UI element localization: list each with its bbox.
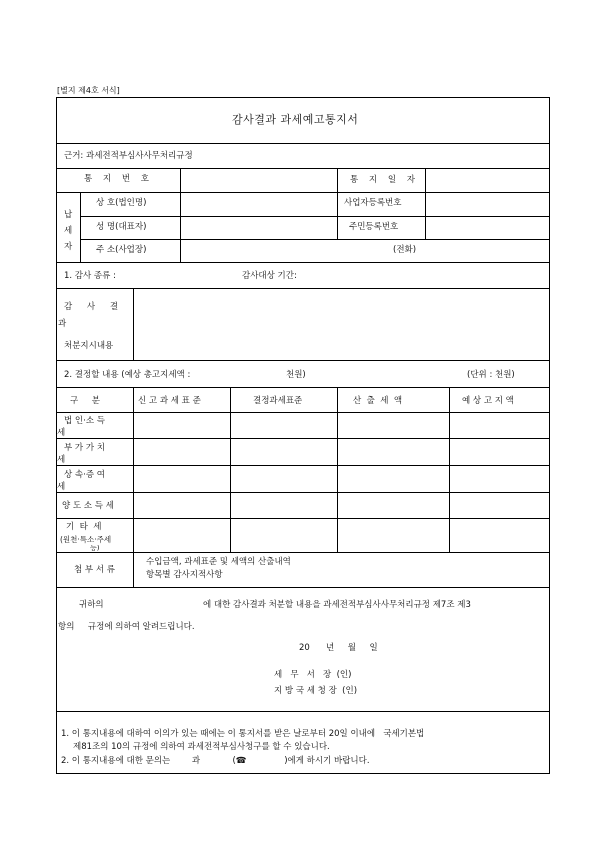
header-expected-notice: 예 상 고 지 액 (462, 396, 514, 406)
address-label: 주 소(사업장) (96, 245, 147, 255)
row-other-tax-detail-cont: 등) (90, 545, 100, 552)
audit-type-label: 1. 감사 종류 : (64, 271, 116, 281)
header-computed-tax: 산 출 세 액 (353, 396, 403, 406)
date-line: 20 년 월 일 (299, 643, 378, 653)
rule-row-2 (56, 465, 550, 466)
vrule-table-4 (449, 387, 450, 552)
footnote-2: 2. 이 통지내용에 대한 문의는 과 (☎ )에게 하시기 바랍니다. (61, 756, 370, 766)
notice-text-line-2: 항의 규정에 의하여 알려드립니다. (58, 622, 195, 632)
notice-text-line-1: 에 대한 감사결과 처분할 내용을 과세전적부심사사무처리규정 제7조 제3 (203, 600, 471, 610)
rule-decision (56, 387, 550, 388)
signer-tax-office: 세 무 서 장 (인) (274, 670, 352, 680)
form-number-label: [별지 제4호 서식] (57, 86, 120, 95)
row-inheritance-gift-tax-cont: 세 (57, 482, 66, 492)
decision-label: 2. 결정할 내용 (예상 총고지세액 : (64, 370, 191, 380)
vrule-audit-result (133, 288, 134, 360)
notice-text-addressee: 귀하의 (79, 600, 104, 610)
vrule-table-1 (133, 387, 134, 587)
row-vat-cont: 세 (57, 455, 66, 465)
phone-label: (전화) (393, 245, 417, 255)
header-reported-tax-base: 신 고 과 세 표 준 (138, 396, 201, 406)
vrule-table-2 (230, 387, 231, 552)
row-vat: 부 가 가 치 (64, 443, 105, 453)
signer-regional-office: 지 방 국 세 청 장 (인) (274, 686, 358, 696)
audit-result-label: 감 사 결 (64, 302, 125, 312)
trade-name-label: 상 호(법인명) (96, 198, 147, 208)
row-corporate-income-tax: 법 인·소 득 (64, 416, 105, 426)
rule-row-1 (56, 438, 550, 439)
rule-row-5 (56, 552, 550, 553)
business-registration-label: 사업자등록번호 (344, 198, 402, 208)
vrule-taxpayer (80, 192, 81, 262)
rule-audit-result (56, 360, 550, 361)
attachments-label: 첨 부 서 류 (74, 565, 115, 575)
row-inheritance-gift-tax: 상 속·증 여 (64, 470, 105, 480)
rule-basis (56, 168, 550, 169)
vrule-mid-value (425, 168, 426, 239)
rule-row-3 (56, 492, 550, 493)
page-title: 감사결과 과세예고통지서 (232, 113, 359, 126)
taxpayer-label: 납 세 자 (64, 210, 73, 252)
rule-notice (56, 192, 550, 193)
rule-address (56, 262, 550, 263)
rule-rep (80, 239, 550, 240)
representative-name-label: 성 명(대표자) (96, 222, 147, 232)
rule-attachments (56, 587, 550, 588)
row-other-tax: 기 타 세 (66, 522, 102, 532)
rule-audit-type (56, 288, 550, 289)
rule-title (56, 143, 550, 144)
rule-trade (80, 216, 550, 217)
footnote-1-cont: 제81조의 10의 규정에 의하여 과세전적부심사청구를 할 수 있습니다. (73, 742, 330, 752)
vrule-table-3 (337, 387, 338, 552)
notice-date-label: 통 지 일 자 (350, 175, 419, 185)
disposition-label: 처분지시내용 (64, 341, 114, 351)
vrule-mid (337, 168, 338, 239)
vrule-label-col (180, 168, 181, 262)
row-other-tax-detail: (원천·특소·주세 (60, 535, 112, 544)
notice-number-label: 통 지 번 호 (84, 174, 153, 184)
unit-label: (단위 : 천원) (467, 370, 515, 380)
resident-registration-label: 주민등록번호 (349, 222, 399, 232)
audit-result-label-cont: 과 (58, 319, 67, 329)
row-corporate-income-tax-cont: 세 (57, 428, 66, 438)
header-determined-tax-base: 결정과세표준 (253, 396, 303, 406)
attachments-line-2: 항목별 감사지적사항 (146, 570, 223, 580)
basis-text: 근거: 과세전적부심사사무처리규정 (64, 151, 193, 161)
rule-table-header (56, 412, 550, 413)
decision-unit: 천원) (286, 370, 306, 380)
rule-row-4 (56, 518, 550, 519)
rule-body (56, 711, 550, 712)
row-transfer-income-tax: 양 도 소 득 세 (62, 501, 114, 511)
footnote-1: 1. 이 통지내용에 대하여 이의가 있는 때에는 이 통지서를 받은 날로부터 20일 이내에 국세기본법 (61, 729, 425, 739)
attachments-line-1: 수입금액, 과세표준 및 세액의 산출내역 (146, 557, 291, 567)
audit-period-label: 감사대상 기간: (242, 271, 297, 281)
header-category: 구 분 (70, 396, 100, 406)
